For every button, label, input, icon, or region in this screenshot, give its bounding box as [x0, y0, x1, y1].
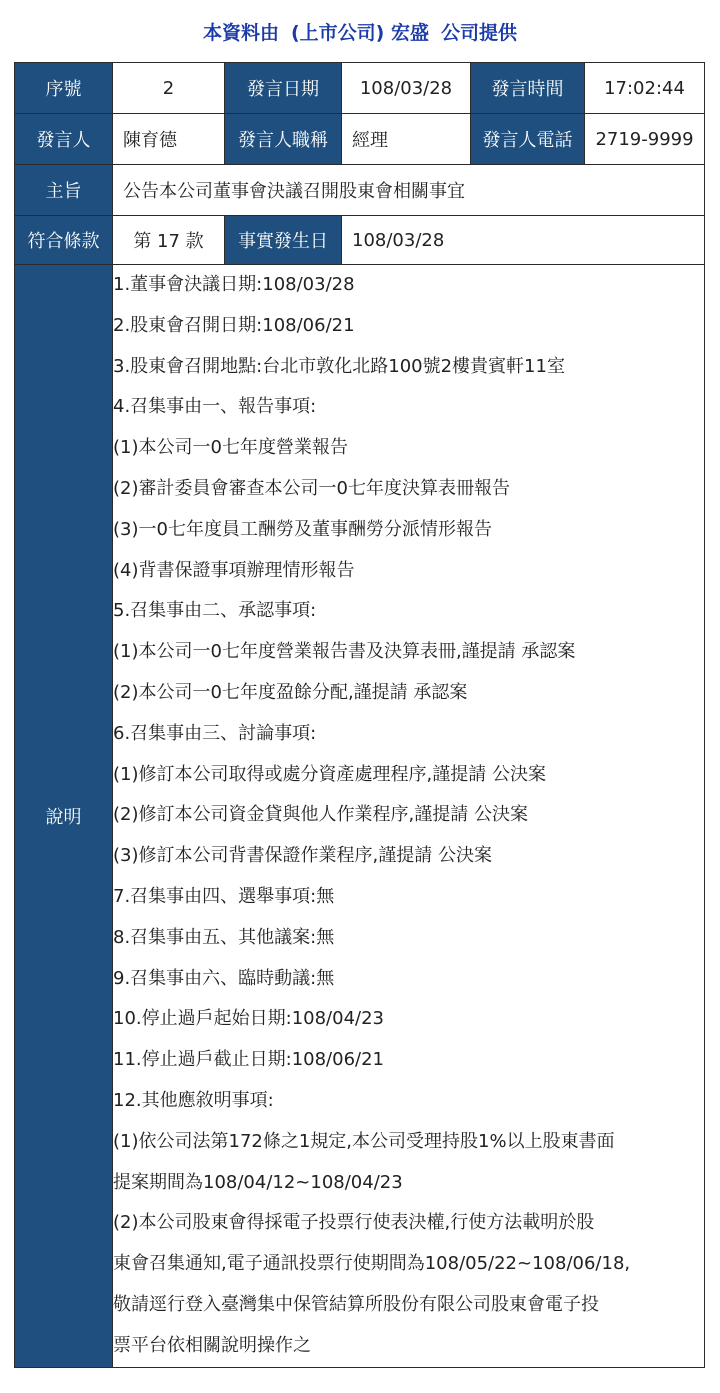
description-line: 票平台依相關說明操作之 [113, 1334, 311, 1356]
announcement-table [14, 62, 705, 1368]
description-line: (1)依公司法第172條之1規定,本公司受理持股1%以上股東書面 [113, 1130, 615, 1152]
description-line: 12.其他應敘明事項: [113, 1089, 274, 1111]
subject-value: 公告本公司董事會決議召開股東會相關事宜 [113, 165, 705, 216]
description-line: 1.董事會決議日期:108/03/28 [113, 274, 355, 295]
event-date-value: 108/03/28 [342, 216, 705, 265]
description-line: 敬請逕行登入臺灣集中保管結算所股份有限公司股東會電子投 [113, 1293, 599, 1315]
table-row [15, 63, 705, 114]
description-line: (2)本公司一0七年度盈餘分配,謹提請 承認案 [113, 681, 468, 703]
clause-label: 符合條款 [15, 216, 113, 265]
description-label: 說明 [15, 265, 113, 1368]
description-line: 東會召集通知,電子通訊投票行使期間為108/05/22~108/06/18, [113, 1253, 631, 1275]
description-body [113, 265, 705, 1368]
description-line: 10.停止過戶起始日期:108/04/23 [113, 1008, 384, 1030]
speaker-label: 發言人 [15, 114, 113, 165]
description-line: 2.股東會召開日期:108/06/21 [113, 314, 355, 336]
description-line: 6.召集事由三、討論事項: [113, 722, 317, 744]
description-line: 8.召集事由五、其他議案:無 [113, 926, 335, 948]
speaker-title-label: 發言人職稱 [225, 114, 342, 165]
event-date-label: 事實發生日 [225, 216, 342, 265]
subject-label: 主旨 [15, 165, 113, 216]
phone-label: 發言人電話 [471, 114, 585, 165]
description-line: 7.召集事由四、選舉事項:無 [113, 885, 335, 907]
header-suffix: 公司提供 [440, 21, 517, 44]
seq-label: 序號 [15, 63, 113, 114]
table-row [15, 114, 705, 165]
phone-value: 2719-9999 [585, 114, 705, 165]
description-line: (2)審計委員會審查本公司一0七年度決算表冊報告 [113, 477, 510, 499]
clause-value: 第 17 款 [113, 216, 225, 265]
description-line: (1)本公司一0七年度營業報告書及決算表冊,謹提請 承認案 [113, 641, 576, 663]
seq-value: 2 [113, 63, 225, 114]
speaker-title-value: 經理 [342, 114, 471, 165]
time-label: 發言時間 [471, 63, 585, 114]
description-line: (1)修訂本公司取得或處分資產處理程序,謹提請 公決案 [113, 763, 546, 785]
date-label: 發言日期 [225, 63, 342, 114]
table-row [15, 165, 705, 216]
header-prefix: 本資料由 [202, 21, 279, 44]
table-row [15, 265, 705, 1368]
header-company: (上市公司) 宏盛 [291, 21, 429, 44]
page-header [0, 0, 720, 62]
description-line: (3)修訂本公司背書保證作業程序,謹提請 公決案 [113, 845, 492, 867]
description-line: (4)背書保證事項辦理情形報告 [113, 559, 355, 581]
description-line: 9.召集事由六、臨時動議:無 [113, 967, 335, 989]
description-line: (2)修訂本公司資金貸與他人作業程序,謹提請 公決案 [113, 804, 528, 826]
description-line: 5.召集事由二、承認事項: [113, 600, 317, 622]
speaker-value: 陳育德 [113, 114, 225, 165]
date-value: 108/03/28 [342, 63, 471, 114]
description-line: (1)本公司一0七年度營業報告 [113, 437, 348, 459]
description-line: 提案期間為108/04/12~108/04/23 [113, 1171, 403, 1193]
description-line: (2)本公司股東會得採電子投票行使表決權,行使方法載明於股 [113, 1212, 595, 1234]
description-line: (3)一0七年度員工酬勞及董事酬勞分派情形報告 [113, 518, 492, 540]
time-value: 17:02:44 [585, 63, 705, 114]
description-line: 3.股東會召開地點:台北市敦化北路100號2樓貴賓軒11室 [113, 355, 565, 377]
description-line: 4.召集事由一、報告事項: [113, 396, 317, 418]
description-line: 11.停止過戶截止日期:108/06/21 [113, 1049, 384, 1071]
table-row [15, 216, 705, 265]
